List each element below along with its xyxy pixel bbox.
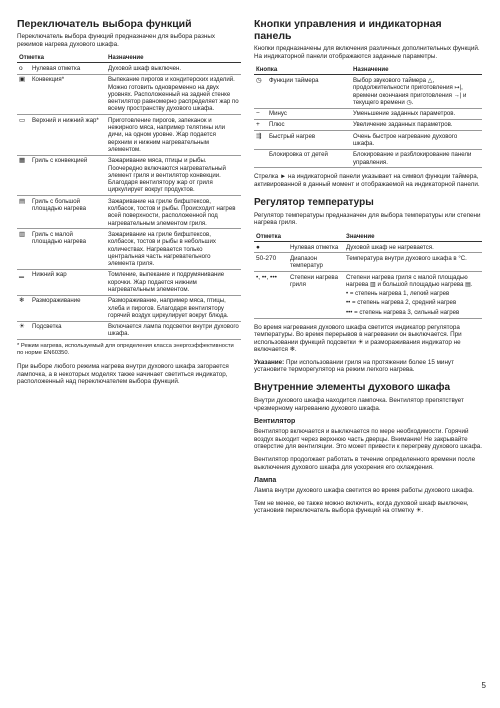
row-description — [106, 269, 241, 295]
row-description-text: Зажаривание на гриле бифштексов, колбасок, тостов и рыбы в небольших количествах. Нагревается только центральная часть нагревательного элемента гриля. — [108, 230, 216, 268]
row-name: Гриль с конвекцией — [30, 155, 106, 195]
table-row — [17, 321, 241, 340]
row-description-text: Уменьшение заданных параметров. — [353, 110, 456, 118]
row-description — [351, 119, 482, 130]
fan-paragraph-1: Вентилятор включается и выключается по мере необходимости. Горячий воздух выходит через верхнюю часть дверцы. Внимание! Не закрывайте отверстие для вентиляции. Это может привести к перегреву духового шкафа. — [254, 428, 483, 451]
table-row — [17, 295, 241, 321]
table-row — [17, 74, 241, 114]
table-row — [17, 196, 241, 229]
row-icon: ▣ — [17, 74, 30, 114]
lamp-paragraph-1: Лампа внутри духового шкафа светится во время работы духового шкафа. — [254, 487, 474, 495]
note-text: При использовании гриля на протяжении более 15 минут установите терморегулятор на режим легкого нагрева. — [254, 358, 454, 374]
right-column — [254, 18, 482, 520]
row-description-text: Размораживание, например мяса, птицы, хлеба и пирогов. Благодаря вентилятору горячий воздух циркулирует вокруг блюда. — [108, 297, 229, 319]
row-description — [106, 115, 241, 155]
row-description — [106, 229, 241, 269]
row-name: Диапазон температур — [288, 253, 344, 272]
row-description — [106, 321, 241, 340]
row-description-text: Выбор звукового таймера △, продолжительности приготовления ↦|, времени окончания приготовления →| и текущего времени ◷. — [353, 76, 467, 106]
temperature-title: Регулятор температуры — [254, 196, 374, 208]
row-description-text: Духовой шкаф не нагревается. — [346, 243, 434, 251]
row-name: Минус — [267, 108, 351, 119]
page-number: 5 — [481, 681, 486, 690]
table-row — [254, 253, 482, 272]
function-table-header-purpose: Назначение — [106, 53, 241, 63]
controls-intro: Кнопки предназначены для включения различных дополнительных функций. На индикаторной панели отображаются заданные параметры. — [254, 45, 480, 60]
row-name: Конвекция* — [30, 74, 106, 114]
row-name: Плюс — [267, 119, 351, 130]
row-subnote: • = степень нагрева 1, легкий нагрев — [346, 290, 450, 298]
row-icon: o — [17, 63, 30, 74]
buttons-table-header-button: Кнопка — [254, 65, 351, 75]
row-description — [106, 74, 241, 114]
buttons-table-header-purpose: Назначение — [351, 65, 482, 75]
row-icon — [254, 149, 267, 168]
row-description — [106, 155, 241, 195]
table-row — [17, 63, 241, 74]
lamp-paragraph-2: Тем не менее, ее также можно включить, когда духовой шкаф выключен, установив переключатель выбора функций на отметку ☀. — [254, 499, 469, 515]
row-description-text: Духовой шкаф выключен. — [108, 64, 182, 72]
row-icon: + — [254, 119, 267, 130]
row-icon: ◷ — [254, 75, 267, 108]
row-description-text: Увеличение заданных параметров. — [353, 121, 453, 129]
row-description — [344, 242, 482, 253]
buttons-table — [254, 65, 482, 168]
row-description-text: Томление, выпекание и подрумянивание корочки. Жар подается нижним нагревательным элементом. — [108, 271, 225, 293]
fan-title: Вентилятор — [254, 418, 296, 426]
row-description-text: Блокирование и разблокирование панели управления. — [353, 151, 472, 166]
row-description-text: Включается лампа подсветки внутри духового шкафа. — [108, 323, 239, 338]
row-icon: ▭ — [17, 115, 30, 155]
row-name: Нижний жар — [30, 269, 106, 295]
footnote: * Режим нагрева, используемый для определения класса энергоэффективности по норме EN60350. — [17, 343, 234, 357]
function-selector-intro: Переключатель выбора функций предназначен для выбора разных режимов нагрева духового шкафа. — [17, 33, 215, 48]
table-row — [254, 149, 482, 168]
row-icon: •, ••, ••• — [254, 272, 288, 318]
row-icon: ▤ — [17, 196, 30, 229]
row-description-text: Зажаривание мяса, птицы и рыбы. Поочередно включаются нагревательный элемент гриля и вентилятор конвекции. Благодаря вентилятору жар от гриля циркулирует вокруг продуктов. — [108, 157, 226, 194]
table-row — [17, 115, 241, 155]
row-name: Быстрый нагрев — [267, 131, 351, 150]
row-name: Нулевая отметка — [30, 63, 106, 74]
row-description-text: Очень быстрое нагревание духового шкафа. — [353, 132, 458, 148]
row-description — [106, 295, 241, 321]
temperature-intro: Регулятор температуры предназначен для выбора температуры или степени нагрева гриля. — [254, 211, 481, 227]
row-description — [106, 196, 241, 229]
row-icon: − — [254, 108, 267, 119]
temperature-table — [254, 232, 482, 319]
row-description — [344, 253, 482, 272]
note-paragraph — [254, 359, 482, 374]
row-name: Верхний и нижний жар* — [30, 115, 106, 155]
row-description — [351, 149, 482, 168]
row-icon: ⇶ — [254, 131, 267, 150]
row-icon: ● — [254, 242, 288, 253]
row-icon: 50-270 — [254, 253, 288, 272]
table-row — [17, 229, 241, 269]
lamp-indicator-paragraph: При выборе любого режима нагрева внутри духового шкафа загорается лампочка, а в некоторых моделях также начинает светиться индикатор, расположенный над переключателем выбора функций. — [17, 363, 229, 386]
table-row — [17, 269, 241, 295]
table-row — [254, 108, 482, 119]
function-selector-title: Переключатель выбора функций — [17, 18, 192, 30]
interior-title: Внутренние элементы духового шкафа — [254, 382, 451, 394]
arrow-note: Стрелка ► на индикаторной панели указывает на символ функции таймера, активированной в данный момент и отображаемой на индикаторной панели. — [254, 173, 480, 189]
lamp-title: Лампа — [254, 477, 277, 485]
controls-title: Кнопки управления и индикаторная панель — [254, 18, 442, 42]
function-table — [17, 53, 241, 340]
row-name: Блокировка от детей — [267, 149, 351, 168]
row-description-text: Зажаривание на гриле бифштексов, колбасок, тостов и рыбы. Происходит нагрев всей поверхности, расположенной под нагревательным элементом гриля. — [108, 197, 236, 227]
row-icon: ❄ — [17, 295, 30, 321]
note-label: Указание: — [254, 358, 285, 366]
table-row — [254, 242, 482, 253]
row-description — [351, 131, 482, 150]
row-name: Гриль с малой площадью нагрева — [30, 229, 106, 269]
row-name: Функции таймера — [267, 75, 351, 108]
row-description-text: Температура внутри духового шкафа в °C. — [346, 254, 467, 262]
temperature-paragraph: Во время нагревания духового шкафа светится индикатор регулятора температуры. Во время перерывов в нагревании он выключается. При использовании функций подсветки ☀ и размораживания индикатор не включается ❄. — [254, 323, 462, 354]
row-name: Размораживание — [30, 295, 106, 321]
row-name: Нулевая отметка — [288, 242, 344, 253]
row-description — [351, 108, 482, 119]
row-description-text: Выпекание пирогов и кондитерских изделий. Можно готовить одновременно на двух уровнях. Расположенный на задней стенке вентилятор равномерно распределяет жар по всему пространству духового шкафа. — [108, 76, 239, 113]
table-row — [254, 272, 482, 318]
left-column — [17, 18, 241, 391]
row-name: Степени нагрева гриля — [288, 272, 344, 318]
interior-intro: Внутри духового шкафа находится лампочка. Вентилятор препятствует чрезмерному нагреванию духового шкафа. — [254, 397, 464, 412]
row-subnote: •• = степень нагрева 2, средний нагрев — [346, 299, 457, 307]
function-table-header-mark: Отметка — [17, 53, 106, 63]
row-subnote: ••• = степень нагрева 3, сильный нагрев — [346, 308, 460, 316]
row-icon: ☀ — [17, 321, 30, 340]
row-description — [344, 272, 482, 318]
table-row — [254, 119, 482, 130]
fan-paragraph-2: Вентилятор продолжает работать в течение определенного времени после выключения духового шкафа для ускорения его охлаждения. — [254, 456, 476, 471]
row-description — [106, 63, 241, 74]
table-row — [254, 131, 482, 150]
row-name: Гриль с большой площадью нагрева — [30, 196, 106, 229]
row-description — [351, 75, 482, 108]
row-description-text: Степени нагрева гриля с малой площадью нагрева ▥ и большой площадью нагрева ▤. — [346, 273, 473, 288]
row-name: Подсветка — [30, 321, 106, 340]
row-icon: ▦ — [17, 155, 30, 195]
table-row — [254, 75, 482, 108]
row-icon: ▥ — [17, 229, 30, 269]
temperature-table-header-value: Значение — [344, 232, 482, 242]
table-row — [17, 155, 241, 195]
row-icon: ▁ — [17, 269, 30, 295]
row-description-text: Приготовление пирогов, запеканок и нежирного мяса, например телятины или дичи, на одном уровне. Жар подается верхним и нижним нагревательным элементом. — [108, 116, 226, 153]
temperature-table-header-mark: Отметка — [254, 232, 344, 242]
